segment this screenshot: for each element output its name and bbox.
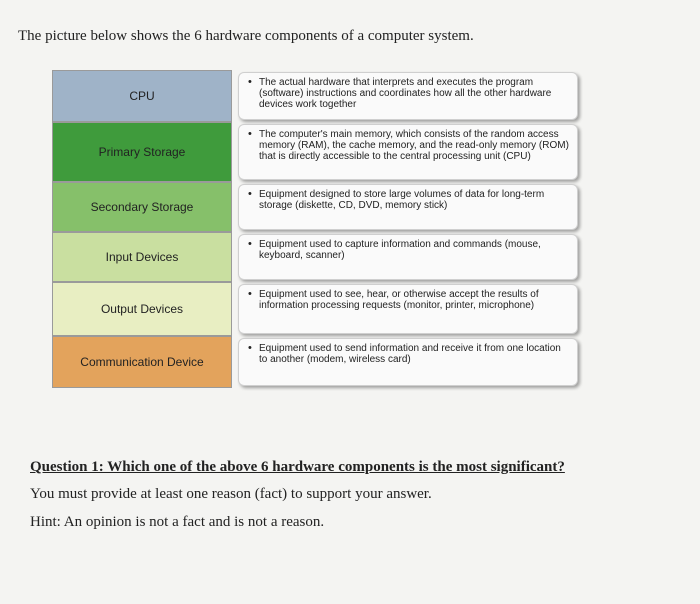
component-description: • Equipment designed to store large volumes of data for long-term storage (diskette, CD, DVD, memory stick) (238, 184, 578, 230)
component-description: • Equipment used to capture information and commands (mouse, keyboard, scanner) (238, 234, 578, 280)
intro-text: The picture below shows the 6 hardware components of a computer system. (18, 28, 474, 44)
component-row-output-devices (52, 282, 582, 336)
bullet-icon: • (248, 76, 252, 88)
bullet-icon: • (248, 288, 252, 300)
bullet-icon: • (248, 342, 252, 354)
bullet-icon: • (248, 188, 252, 200)
component-description: • Equipment used to send information and receive it from one location to another (modem, wireless card) (238, 338, 578, 386)
bullet-icon: • (248, 128, 252, 140)
component-label: Communication Device (52, 336, 232, 388)
hint-text: Hint: An opinion is not a fact and is not a reason. (30, 514, 325, 530)
instruction-text: You must provide at least one reason (fact) to support your answer. (30, 486, 432, 502)
component-row-secondary-storage (52, 182, 582, 232)
component-row-input-devices (52, 232, 582, 282)
component-description: • The actual hardware that interprets and executes the program (software) instructions and coordinates how all the other hardware devices work together (238, 72, 578, 120)
component-label: Secondary Storage (52, 182, 232, 232)
component-description: • Equipment used to see, hear, or otherwise accept the results of information processing requests (monitor, printer, microphone) (238, 284, 578, 334)
component-label: Primary Storage (52, 122, 232, 182)
component-row-communication-device (52, 336, 582, 388)
component-label: Input Devices (52, 232, 232, 282)
question-heading: Question 1: Which one of the above 6 hardware components is the most significant? (30, 459, 565, 475)
bullet-icon: • (248, 238, 252, 250)
component-label: Output Devices (52, 282, 232, 336)
component-row-cpu (52, 70, 582, 122)
component-row-primary-storage (52, 122, 582, 182)
component-label: CPU (52, 70, 232, 122)
hardware-components-diagram (52, 70, 582, 390)
component-description: • The computer's main memory, which consists of the random access memory (RAM), the cache memory, and the read-only memory (ROM) that is directly accessible to the central processing unit (CPU) (238, 124, 578, 180)
